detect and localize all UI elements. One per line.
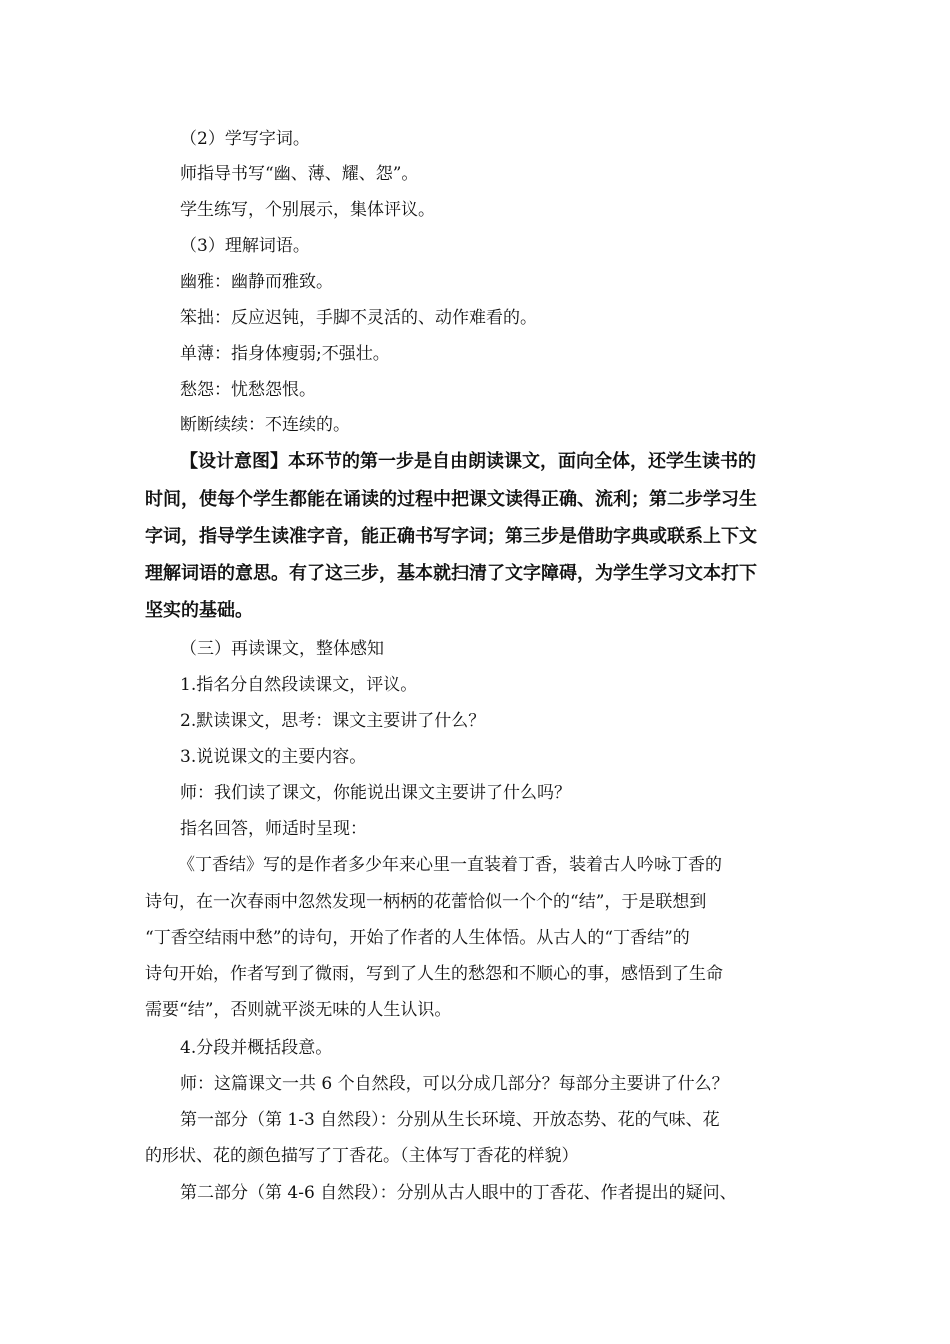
text-line: 单薄：指身体瘦弱;不强壮。 xyxy=(180,344,390,364)
design-intent-line: 坚实的基础。 xyxy=(145,600,253,621)
section-heading: （三）再读课文，整体感知 xyxy=(180,639,384,659)
text-line: 学生练写，个别展示，集体评议。 xyxy=(180,200,435,220)
text-line: 师：我们读了课文，你能说出课文主要讲了什么吗？ xyxy=(180,783,571,803)
text-line: 1.指名分自然段读课文，评议。 xyxy=(180,675,418,695)
summary-line: “丁香空结雨中愁”的诗句，开始了作者的人生体悟。从古人的“丁香结”的 xyxy=(145,928,690,948)
text-line: 4.分段并概括段意。 xyxy=(180,1038,333,1058)
summary-line: 诗句开始，作者写到了微雨，写到了人生的愁怨和不顺心的事，感悟到了生命 xyxy=(145,964,723,984)
text-line: 指名回答，师适时呈现： xyxy=(180,819,367,839)
text-line: 的形状、花的颜色描写了丁香花。（主体写丁香花的样貌） xyxy=(145,1146,579,1166)
design-intent-line: 字词，指导学生读准字音，能正确书写字词；第三步是借助字典或联系上下文 xyxy=(145,526,757,547)
text-line: 2.默读课文，思考：课文主要讲了什么？ xyxy=(180,711,486,731)
text-line: 第一部分（第 1-3 自然段）：分别从生长环境、开放态势、花的气味、花 xyxy=(180,1110,720,1130)
text-line: 师：这篇课文一共 6 个自然段，可以分成几部分？每部分主要讲了什么？ xyxy=(180,1074,729,1094)
summary-line: 诗句，在一次春雨中忽然发现一柄柄的花蕾恰似一个个的“结”，于是联想到 xyxy=(145,892,707,912)
text-line: （2）学写字词。 xyxy=(180,129,310,149)
design-intent-line: 理解词语的意思。有了这三步，基本就扫清了文字障碍，为学生学习文本打下 xyxy=(145,563,757,584)
text-line: 师指导书写“幽、薄、耀、怨”。 xyxy=(180,164,419,184)
text-line: 笨拙：反应迟钝，手脚不灵活的、动作难看的。 xyxy=(180,308,537,328)
design-intent-line: 【设计意图】本环节的第一步是自由朗读课文，面向全体，还学生读书的 xyxy=(180,451,756,472)
text-line: 愁怨：忧愁怨恨。 xyxy=(180,380,316,400)
text-line: 第二部分（第 4-6 自然段）：分别从古人眼中的丁香花、作者提出的疑问、 xyxy=(180,1183,737,1203)
text-line: 3.说说课文的主要内容。 xyxy=(180,747,367,767)
summary-line: 需要“结”，否则就平淡无味的人生认识。 xyxy=(145,1000,452,1020)
text-line: 幽雅：幽静而雅致。 xyxy=(180,272,333,292)
text-line: （3）理解词语。 xyxy=(180,236,310,256)
summary-line: 《丁香结》写的是作者多少年来心里一直装着丁香，装着古人吟咏丁香的 xyxy=(178,855,722,875)
text-line: 断断续续：不连续的。 xyxy=(180,415,350,435)
design-intent-line: 时间，使每个学生都能在诵读的过程中把课文读得正确、流利；第二步学习生 xyxy=(145,489,757,510)
